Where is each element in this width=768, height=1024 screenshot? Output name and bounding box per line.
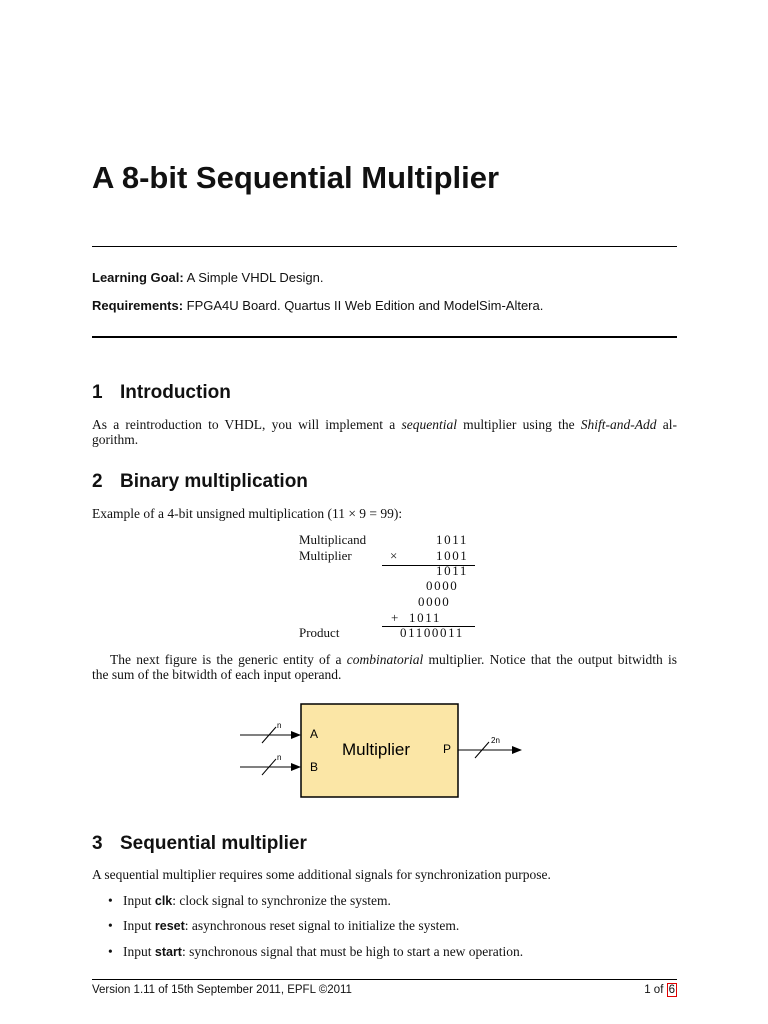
title-divider — [92, 246, 677, 247]
intro-text: multiplier using the — [456, 417, 581, 432]
input-a-width-label: n — [277, 721, 282, 730]
partial-product-2: 0000 — [426, 578, 459, 593]
partial-product-3: 0000 — [418, 594, 451, 609]
intro-text: al- — [656, 417, 677, 432]
partial-product-1: 1011 — [436, 563, 468, 578]
bullet: • — [108, 893, 113, 908]
page-total-link[interactable]: 6 — [668, 984, 675, 996]
intro-paragraph — [92, 417, 677, 447]
signal-name-clk: clk — [154, 894, 173, 908]
bullet: • — [108, 944, 113, 959]
output-p-width-label: 2n — [491, 736, 500, 745]
intro-text: As a reintroduction to VHDL, you will implement a — [92, 417, 402, 432]
section-heading-binary-multiplication — [92, 471, 308, 493]
document-title: A 8-bit Sequential Multiplier — [92, 160, 500, 195]
requirements-label: Requirements: — [92, 298, 184, 313]
learning-goal — [92, 270, 323, 285]
next-figure-line-2: the sum of the bitwidth of each input operand. — [92, 667, 342, 682]
bullet-text: Input — [123, 944, 155, 959]
list-item — [108, 893, 391, 909]
multiplier-entity-diagram — [230, 698, 540, 806]
times-sign: × — [390, 548, 398, 563]
section-title: Introduction — [120, 382, 231, 403]
learning-goal-label: Learning Goal: — [92, 270, 184, 285]
port-a-label: A — [310, 727, 319, 741]
signal-name-start: start — [154, 945, 182, 959]
intro-line-1 — [92, 417, 677, 432]
footer-divider — [92, 979, 677, 980]
list-item — [108, 944, 523, 960]
section-title: Binary multiplication — [120, 471, 308, 492]
next-figure-text: multiplier. Notice that the output bitwidth is — [423, 652, 677, 667]
binary-example-text: Example of a 4-bit unsigned multiplication (11 × 9 = 99): — [92, 506, 403, 521]
list-item — [108, 918, 459, 934]
label-multiplicand: Multiplicand — [299, 532, 367, 547]
emphasis-combinatorial: combinatorial — [346, 652, 424, 667]
port-b-label: B — [310, 760, 319, 774]
page-prefix: 1 of — [644, 984, 667, 996]
bullet-text: : synchronous signal that must be high to start a new operation. — [181, 944, 524, 959]
section-title: Sequential multiplier — [120, 833, 307, 854]
footer-version: Version 1.11 of 15th September 2011, EPFL ©2011 — [92, 984, 352, 996]
intro-emphasis-sequential: sequential — [401, 417, 457, 432]
plus-sign: + — [391, 610, 399, 625]
next-figure-text: The next figure is the generic entity of a — [110, 652, 347, 667]
bullet-text: Input — [123, 918, 155, 933]
intro-line-2: gorithm. — [92, 432, 139, 447]
section-number: 2 — [92, 471, 103, 492]
meta-divider — [92, 336, 677, 338]
intro-emphasis-shift-and-add: Shift-and-Add — [580, 417, 657, 432]
section-number: 1 — [92, 382, 103, 403]
sequential-intro: A sequential multiplier requires some additional signals for synchronization purpose. — [92, 867, 551, 882]
label-multiplier: Multiplier — [299, 548, 352, 563]
multiplier-block-label: Multiplier — [342, 740, 411, 759]
port-p-label: P — [443, 742, 452, 756]
footer-page-number — [644, 984, 677, 996]
requirements — [92, 298, 543, 313]
label-product: Product — [299, 625, 340, 640]
partial-product-4: 1011 — [409, 610, 441, 625]
bullet-text: : asynchronous reset signal to initialize the system. — [184, 918, 460, 933]
learning-goal-text: A Simple VHDL Design. — [186, 270, 324, 285]
next-figure-line-1 — [92, 652, 677, 667]
bullet-text: : clock signal to synchronize the system. — [172, 893, 391, 908]
next-figure-paragraph — [92, 652, 677, 682]
input-b-width-label: n — [277, 753, 282, 762]
requirements-text: FPGA4U Board. Quartus II Web Edition and ModelSim-Altera. — [186, 298, 544, 313]
value-multiplier: 1001 — [436, 548, 469, 563]
section-heading-introduction — [92, 382, 231, 404]
bullet-text: Input — [123, 893, 155, 908]
section-number: 3 — [92, 833, 103, 854]
section-heading-sequential-multiplier — [92, 833, 307, 855]
value-multiplicand: 1011 — [436, 532, 468, 547]
bullet: • — [108, 918, 113, 933]
value-product: 01100011 — [400, 625, 464, 640]
signal-name-reset: reset — [154, 919, 185, 933]
